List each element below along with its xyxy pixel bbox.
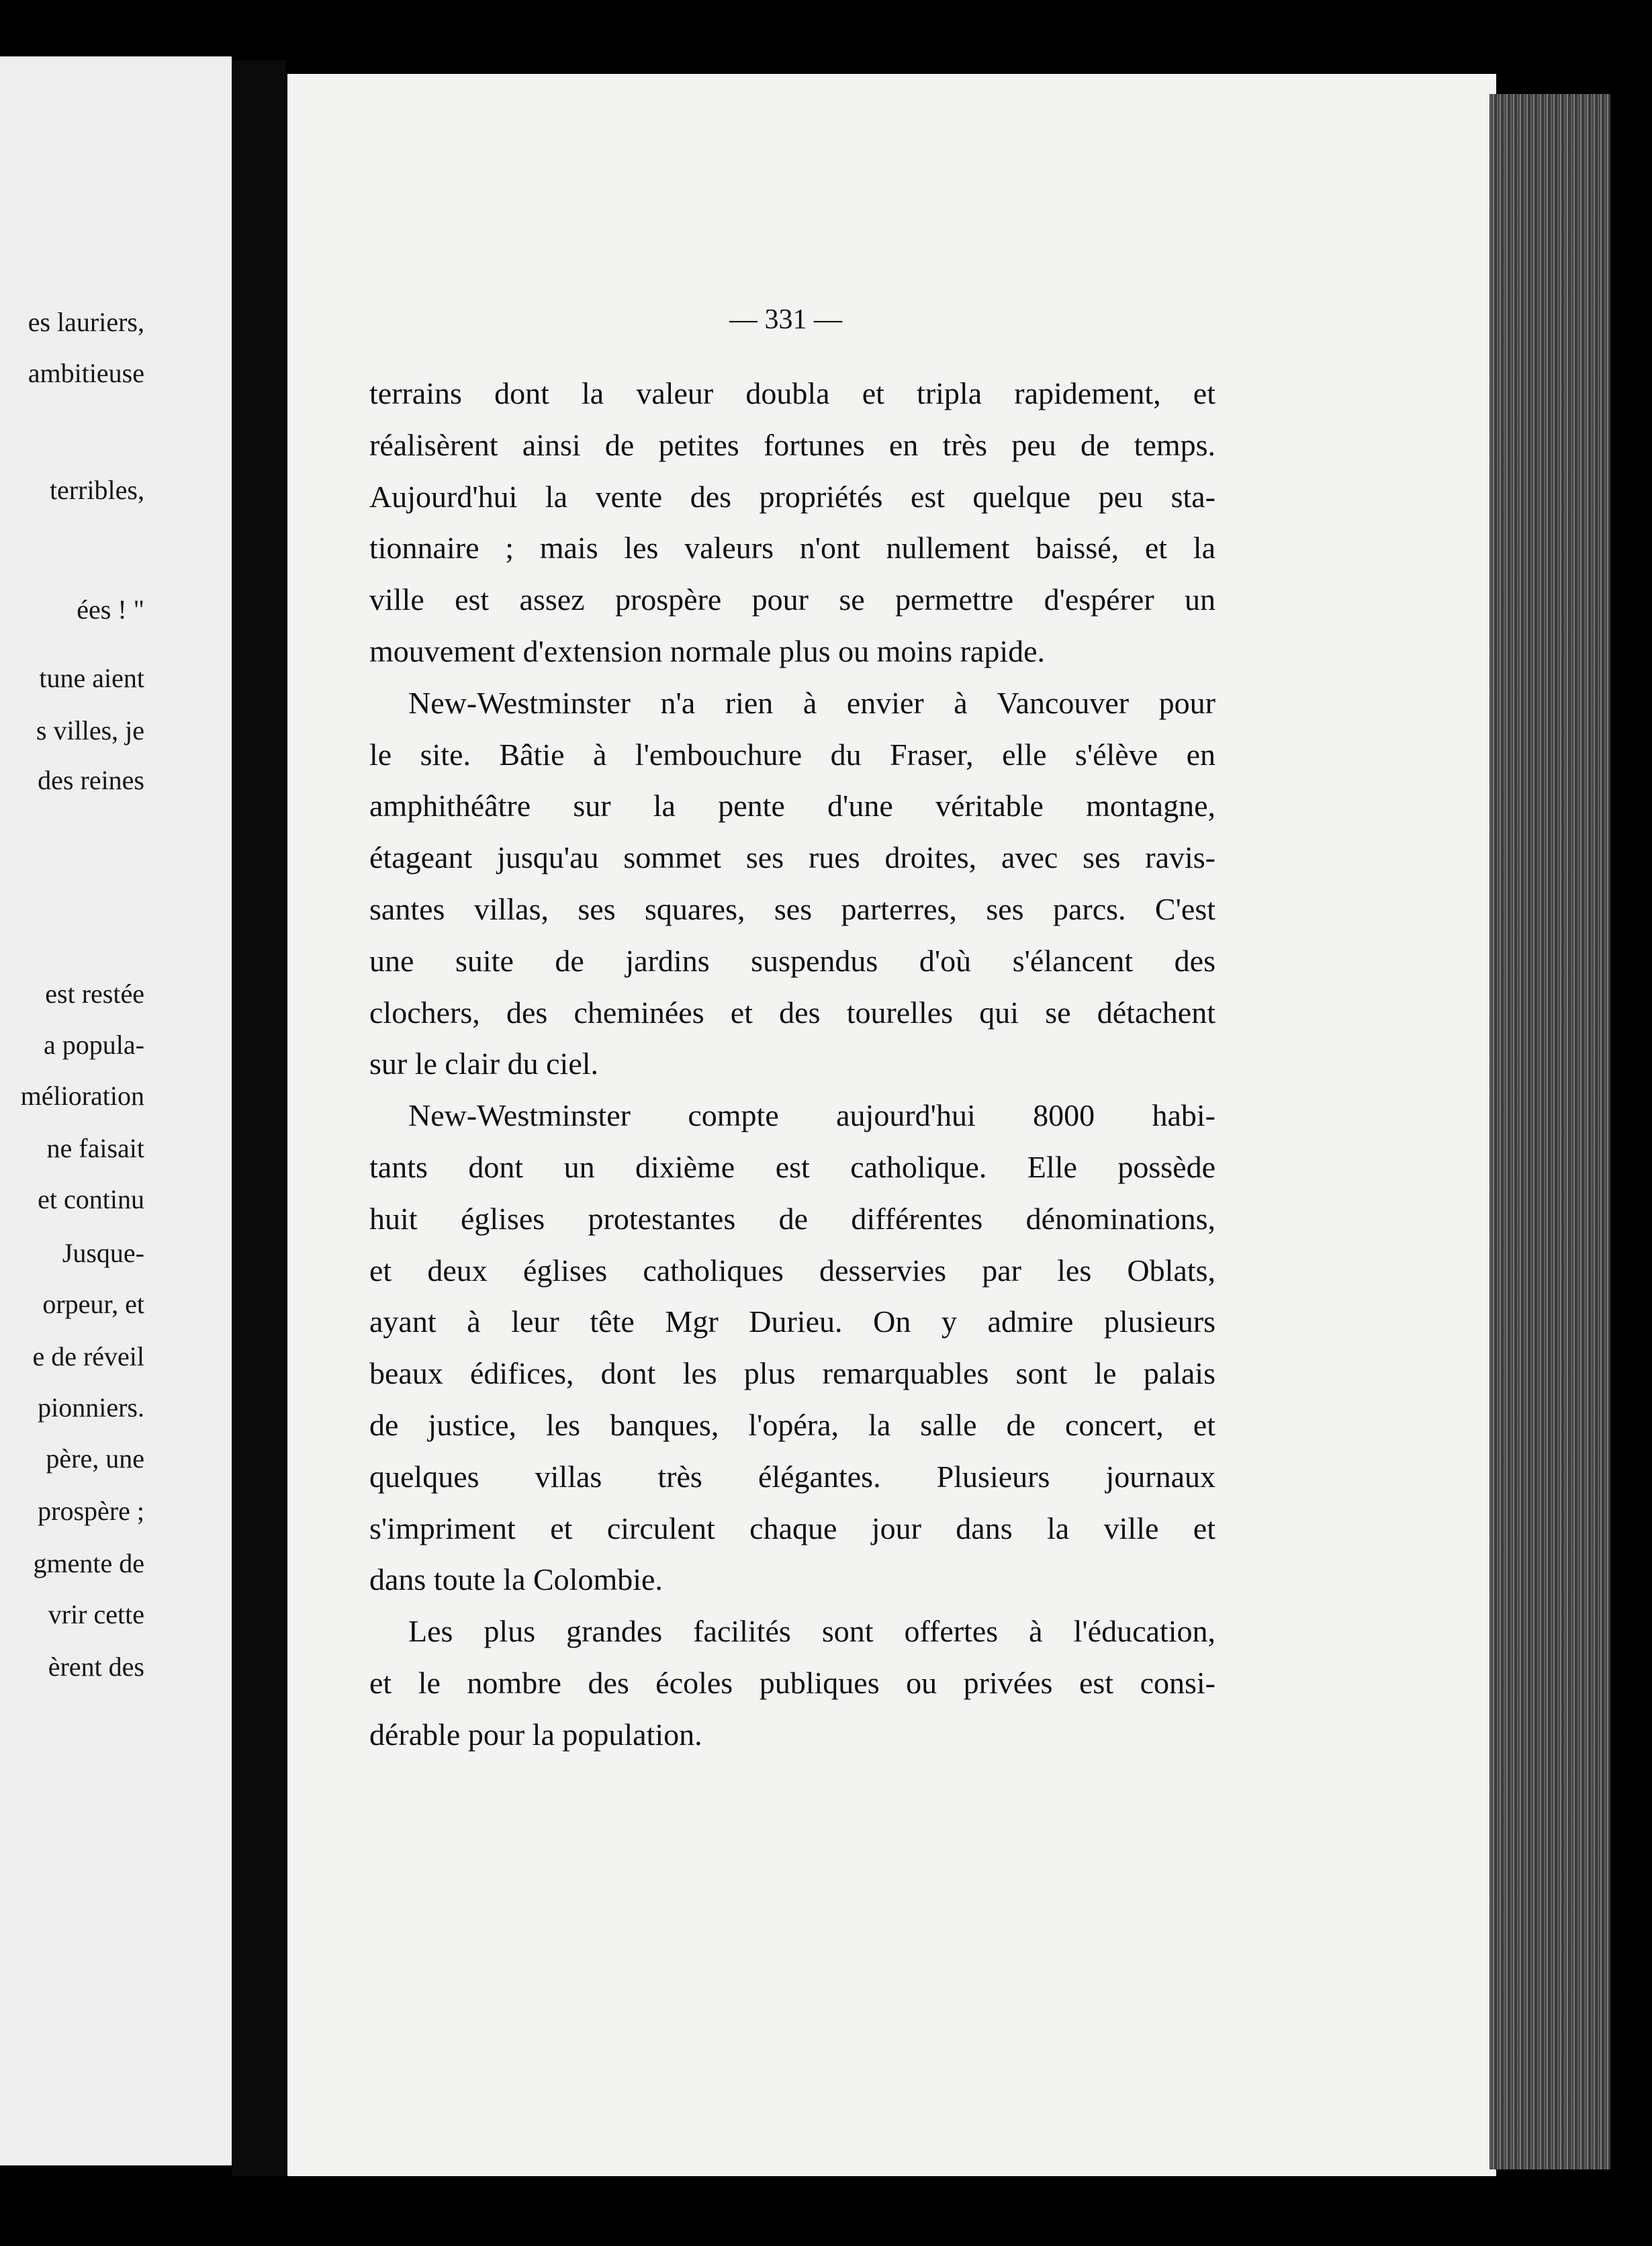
left-page-line: tune aient: [39, 663, 144, 693]
left-page-line: pionniers.: [38, 1392, 144, 1423]
left-page-line: Jusque-: [62, 1238, 144, 1268]
text-line: amphithéâtre sur la pente d'une véritable montagne,: [369, 789, 1215, 823]
left-page-line: père, une: [46, 1443, 144, 1474]
text-line: réalisèrent ainsi de petites fortunes en très peu de temps.: [369, 428, 1215, 462]
left-page-line: des reines: [38, 765, 144, 795]
text-line: terrains dont la valeur doubla et tripla rapidement, et: [369, 376, 1215, 410]
page-edges: [1489, 94, 1610, 2169]
text-line: sur le clair du ciel.: [369, 1046, 599, 1081]
left-page-line: èrent des: [48, 1652, 144, 1682]
text-line: New-Westminster n'a rien à envier à Vancouver pour: [408, 686, 1215, 720]
left-page-line: gmente de: [33, 1548, 144, 1578]
text-line: ayant à leur tête Mgr Durieu. On y admire plusieurs: [369, 1304, 1215, 1339]
text-line: tionnaire ; mais les valeurs n'ont nullement baissé, et la: [369, 531, 1215, 565]
book-gutter: [232, 60, 285, 2176]
left-page-line: prospère ;: [38, 1496, 144, 1526]
text-line: ville est assez prospère pour se permettre d'espérer un: [369, 582, 1215, 617]
text-line: et deux églises catholiques desservies par les Oblats,: [369, 1253, 1215, 1288]
text-line: santes villas, ses squares, ses parterres, ses parcs. C'est: [369, 892, 1215, 926]
left-page-line: mélioration: [20, 1081, 144, 1111]
text-line: dérable pour la population.: [369, 1717, 702, 1752]
text-line: quelques villas très élégantes. Plusieurs journaux: [369, 1459, 1215, 1494]
text-line: beaux édifices, dont les plus remarquables sont le palais: [369, 1356, 1215, 1390]
text-line: Aujourd'hui la vente des propriétés est quelque peu sta-: [369, 480, 1215, 514]
left-page-fragment: [0, 56, 232, 2165]
text-line: et le nombre des écoles publiques ou privées est consi-: [369, 1666, 1215, 1700]
text-line: étageant jusqu'au sommet ses rues droites, avec ses ravis-: [369, 840, 1215, 874]
text-line: s'impriment et circulent chaque jour dans la ville et: [369, 1511, 1215, 1545]
text-line: dans toute la Colombie.: [369, 1562, 663, 1597]
left-page-line: ées ! ": [77, 594, 144, 625]
left-page-line: et continu: [38, 1184, 144, 1214]
text-line: New-Westminster compte aujourd'hui 8000 habi-: [408, 1098, 1215, 1132]
left-page-line: est restée: [45, 979, 144, 1009]
page-number: — 331 —: [729, 304, 842, 335]
text-line: clochers, des cheminées et des tourelles qui se détachent: [369, 995, 1215, 1030]
left-page-line: orpeur, et: [42, 1289, 144, 1319]
left-page-line: s villes, je: [36, 715, 144, 746]
text-line: huit églises protestantes de différentes dénominations,: [369, 1202, 1215, 1236]
text-line: une suite de jardins suspendus d'où s'élancent des: [369, 944, 1215, 978]
text-line: de justice, les banques, l'opéra, la salle de concert, et: [369, 1408, 1215, 1442]
left-page-line: es lauriers,: [28, 307, 144, 337]
scan-rim: [1610, 0, 1652, 2246]
left-page-line: a popula-: [44, 1030, 144, 1060]
text-line: le site. Bâtie à l'embouchure du Fraser, elle s'élève en: [369, 737, 1215, 772]
left-page-line: ne faisait: [46, 1133, 144, 1163]
text-line: Les plus grandes facilités sont offertes à l'éducation,: [408, 1614, 1215, 1648]
text-line: tants dont un dixième est catholique. Elle possède: [369, 1150, 1215, 1184]
left-page-line: e de réveil: [32, 1341, 144, 1372]
text-line: mouvement d'extension normale plus ou moins rapide.: [369, 634, 1046, 668]
left-page-line: terribles,: [49, 475, 144, 505]
left-page-line: vrir cette: [48, 1599, 144, 1629]
left-page-line: ambitieuse: [28, 358, 144, 388]
